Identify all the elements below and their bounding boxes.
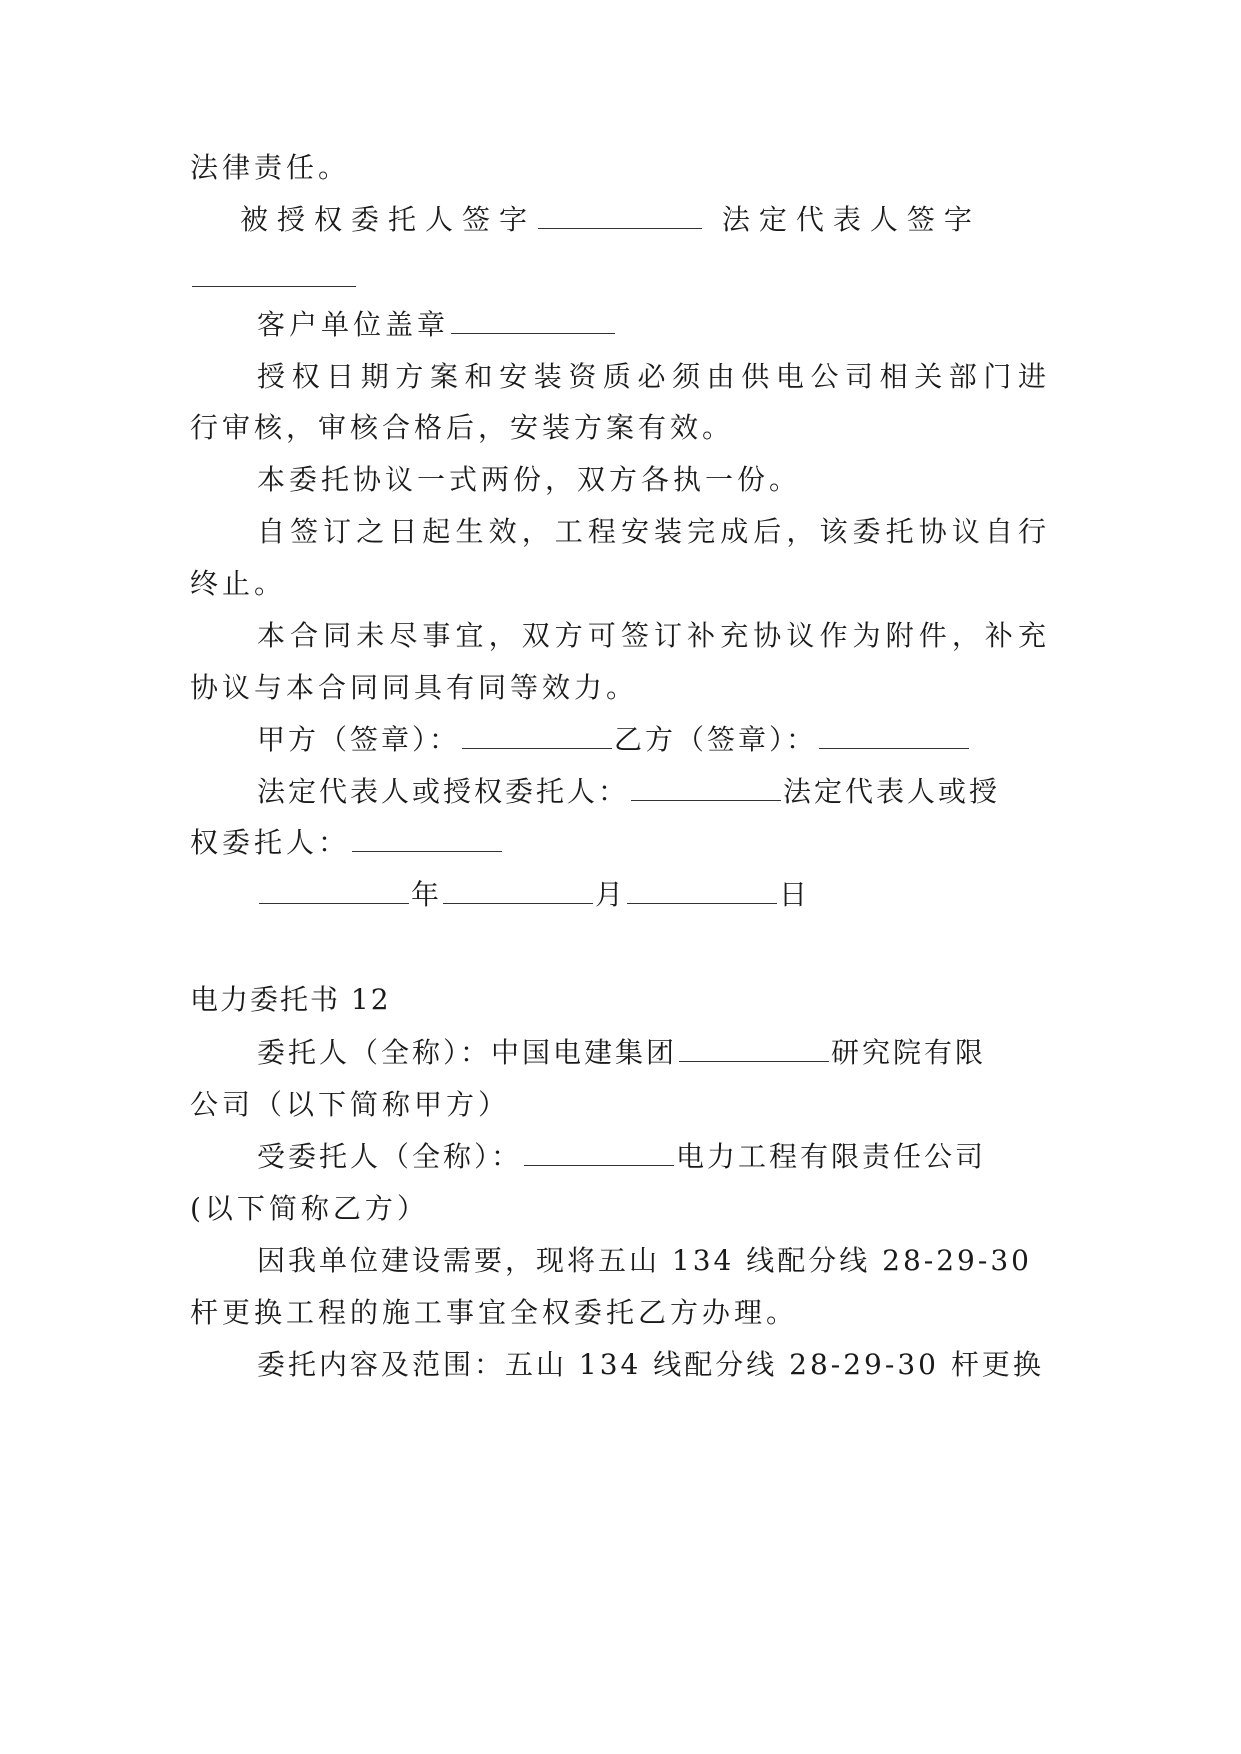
text-line (190, 408, 1050, 448)
label: 年 (411, 878, 442, 911)
paragraph-text: 行审核，审核合格后，安装方案有效。 (190, 411, 735, 444)
paragraph-text: (以下简称乙方） (190, 1192, 429, 1225)
blank-underline (679, 1033, 829, 1062)
paragraph-text: 委托内容及范围：五山 134 线配分线 28-29-30 杆更换 (257, 1348, 1044, 1381)
paragraph-text: 公司（以下简称甲方） (190, 1088, 511, 1121)
signature-line (240, 200, 1050, 240)
blank-underline (259, 875, 409, 904)
section-heading (190, 980, 1050, 1020)
text-line (257, 512, 1050, 552)
text-line (190, 668, 1050, 708)
signature-line (257, 772, 1050, 812)
paragraph-text: 本委托协议一式两份，双方各执一份。 (257, 463, 802, 496)
text-line (257, 1033, 1050, 1073)
date-line (257, 875, 1050, 915)
blank-underline (631, 772, 781, 801)
text-line (257, 1241, 1050, 1281)
label: 法定代表人签字 (721, 203, 981, 236)
paragraph-text: 本合同未尽事宜，双方可签订补充协议作为附件，补充 (257, 619, 1050, 652)
signature-blank-line (190, 258, 1050, 298)
signature-line (190, 823, 1050, 863)
label: 委托人（全称）：中国电建集团 (257, 1036, 678, 1069)
text-line (257, 460, 1050, 500)
label: 法定代表人或授 (783, 775, 1001, 808)
label: 电力工程有限责任公司 (676, 1140, 987, 1173)
blank-underline (819, 720, 969, 749)
blank-underline (538, 200, 702, 229)
paragraph-text: 杆更换工程的施工事宜全权委托乙方办理。 (190, 1296, 799, 1329)
label: 月 (595, 878, 626, 911)
label: 被授权委托人签字 (240, 203, 537, 236)
text-line (190, 1293, 1050, 1333)
label: 研究院有限 (831, 1036, 987, 1069)
text-line (257, 616, 1050, 656)
blank-underline (627, 875, 777, 904)
paragraph-text: 自签订之日起生效，工程安装完成后，该委托协议自行 (257, 515, 1050, 548)
paragraph-text: 法律责任。 (190, 151, 351, 184)
paragraph-text: 终止。 (190, 567, 287, 600)
paragraph-text: 授权日期方案和安装资质必须由供电公司相关部门进 (257, 360, 1050, 393)
text-line (257, 1137, 1050, 1177)
label: 客户单位盖章 (257, 308, 450, 341)
text-line (190, 1189, 1050, 1229)
blank-underline (352, 823, 502, 852)
paragraph-text: 因我单位建设需要，现将五山 134 线配分线 28-29-30 (257, 1244, 1032, 1277)
label: 甲方（签章）： (257, 723, 461, 756)
text-line (190, 1085, 1050, 1125)
text-line (190, 564, 1050, 604)
blank-underline (451, 305, 615, 334)
blank-underline (462, 720, 612, 749)
blank-underline (192, 258, 356, 287)
paragraph-text: 协议与本合同同具有同等效力。 (190, 671, 639, 704)
text-line (257, 1345, 1050, 1385)
blank-underline (524, 1137, 674, 1166)
text-line (257, 357, 1050, 397)
label: 乙方（签章）： (614, 723, 818, 756)
heading-text: 电力委托书 12 (190, 983, 391, 1016)
label: 受委托人（全称）： (257, 1140, 523, 1173)
text-line (190, 148, 1050, 188)
text-line (257, 305, 1050, 345)
label: 法定代表人或授权委托人： (257, 775, 630, 808)
label: 权委托人： (190, 826, 351, 859)
signature-line (257, 720, 1050, 760)
blank-underline (443, 875, 593, 904)
label: 日 (779, 878, 810, 911)
